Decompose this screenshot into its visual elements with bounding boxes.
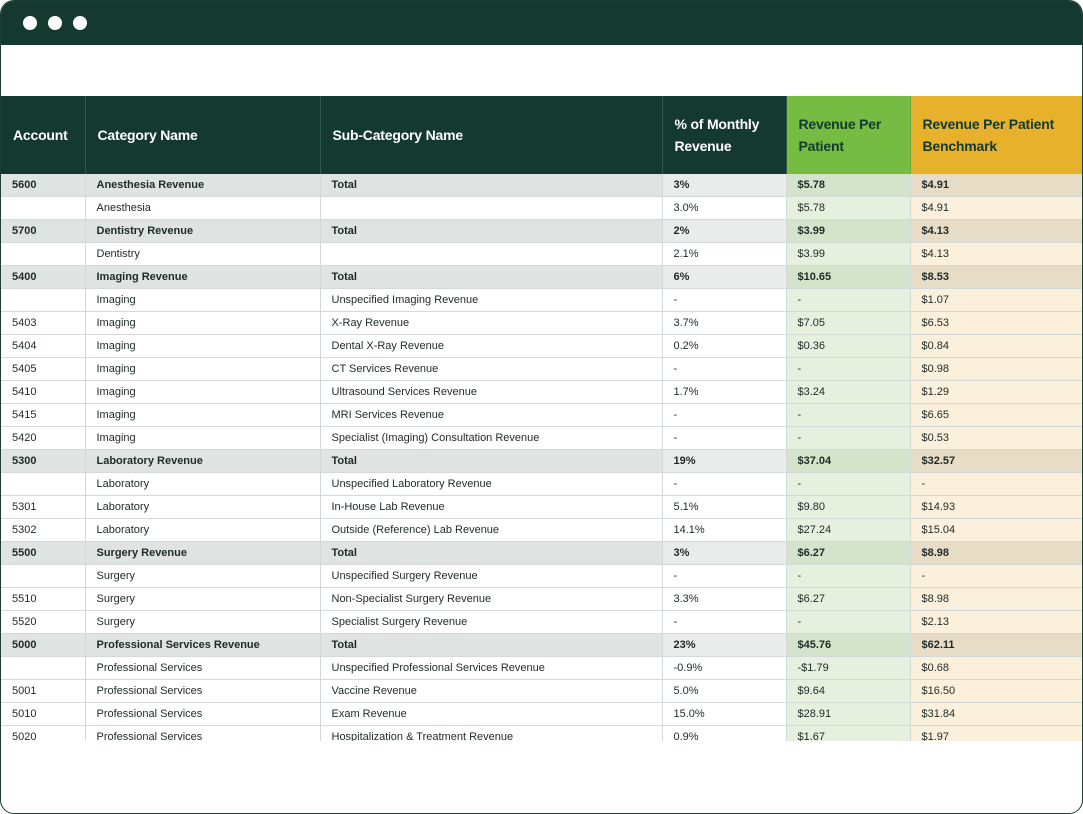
cell-pct-monthly-revenue: 1.7% <box>662 381 786 404</box>
cell-account <box>1 289 85 312</box>
header-revenue-benchmark[interactable]: Revenue Per Patient Benchmark <box>910 96 1083 174</box>
table-total-row[interactable] <box>1 174 1083 197</box>
cell-benchmark: $0.53 <box>910 427 1083 450</box>
cell-category: Imaging Revenue <box>85 266 320 289</box>
cell-sub-category: Total <box>320 634 662 657</box>
cell-account: 5301 <box>1 496 85 519</box>
table-row[interactable] <box>1 358 1083 381</box>
cell-benchmark: $6.65 <box>910 404 1083 427</box>
cell-account: 5510 <box>1 588 85 611</box>
table-row[interactable] <box>1 335 1083 358</box>
window-dot-icon[interactable] <box>23 16 37 30</box>
cell-pct-monthly-revenue: 6% <box>662 266 786 289</box>
cell-benchmark: $8.98 <box>910 588 1083 611</box>
cell-account: 5520 <box>1 611 85 634</box>
cell-pct-monthly-revenue: 14.1% <box>662 519 786 542</box>
cell-revenue-per-patient: $3.24 <box>786 381 910 404</box>
table-row[interactable] <box>1 519 1083 542</box>
cell-pct-monthly-revenue: 3% <box>662 174 786 197</box>
cell-category: Laboratory <box>85 473 320 496</box>
cell-benchmark: $6.53 <box>910 312 1083 335</box>
cell-sub-category: Unspecified Imaging Revenue <box>320 289 662 312</box>
table-row[interactable] <box>1 726 1083 742</box>
cell-revenue-per-patient: $28.91 <box>786 703 910 726</box>
cell-revenue-per-patient: -$1.79 <box>786 657 910 680</box>
cell-pct-monthly-revenue: 0.2% <box>662 335 786 358</box>
cell-sub-category: Hospitalization & Treatment Revenue <box>320 726 662 742</box>
cell-benchmark: $8.98 <box>910 542 1083 565</box>
cell-category: Imaging <box>85 381 320 404</box>
cell-category: Professional Services <box>85 680 320 703</box>
cell-benchmark: $1.29 <box>910 381 1083 404</box>
cell-revenue-per-patient: $9.64 <box>786 680 910 703</box>
table-row[interactable] <box>1 657 1083 680</box>
cell-revenue-per-patient: $5.78 <box>786 197 910 220</box>
cell-account <box>1 197 85 220</box>
cell-account <box>1 657 85 680</box>
table-row[interactable] <box>1 473 1083 496</box>
table-total-row[interactable] <box>1 220 1083 243</box>
cell-revenue-per-patient: - <box>786 427 910 450</box>
cell-sub-category: Unspecified Laboratory Revenue <box>320 473 662 496</box>
cell-pct-monthly-revenue: -0.9% <box>662 657 786 680</box>
table-row[interactable] <box>1 427 1083 450</box>
window-dot-icon[interactable] <box>73 16 87 30</box>
cell-category: Laboratory <box>85 519 320 542</box>
cell-account <box>1 565 85 588</box>
table-row[interactable] <box>1 289 1083 312</box>
cell-pct-monthly-revenue: - <box>662 289 786 312</box>
cell-account: 5410 <box>1 381 85 404</box>
header-revenue-per-patient[interactable]: Revenue Per Patient <box>786 96 910 174</box>
cell-benchmark: $8.53 <box>910 266 1083 289</box>
cell-benchmark: $16.50 <box>910 680 1083 703</box>
cell-benchmark: $1.07 <box>910 289 1083 312</box>
cell-pct-monthly-revenue: 3% <box>662 542 786 565</box>
table-row[interactable] <box>1 611 1083 634</box>
table-row[interactable] <box>1 197 1083 220</box>
cell-benchmark: $2.13 <box>910 611 1083 634</box>
cell-pct-monthly-revenue: 5.0% <box>662 680 786 703</box>
cell-benchmark: $32.57 <box>910 450 1083 473</box>
cell-revenue-per-patient: $6.27 <box>786 542 910 565</box>
cell-sub-category: X-Ray Revenue <box>320 312 662 335</box>
cell-pct-monthly-revenue: 3.7% <box>662 312 786 335</box>
cell-category: Laboratory <box>85 496 320 519</box>
cell-sub-category: Non-Specialist Surgery Revenue <box>320 588 662 611</box>
cell-category: Imaging <box>85 427 320 450</box>
header-pct-monthly-revenue[interactable]: % of Monthly Revenue <box>662 96 786 174</box>
cell-category: Surgery Revenue <box>85 542 320 565</box>
cell-account <box>1 243 85 266</box>
cell-category: Professional Services <box>85 657 320 680</box>
cell-account: 5300 <box>1 450 85 473</box>
table-row[interactable] <box>1 404 1083 427</box>
cell-pct-monthly-revenue: - <box>662 611 786 634</box>
cell-category: Surgery <box>85 565 320 588</box>
cell-account: 5000 <box>1 634 85 657</box>
cell-revenue-per-patient: $45.76 <box>786 634 910 657</box>
table-total-row[interactable] <box>1 450 1083 473</box>
cell-account: 5403 <box>1 312 85 335</box>
cell-revenue-per-patient: $1.67 <box>786 726 910 742</box>
cell-pct-monthly-revenue: 0.9% <box>662 726 786 742</box>
cell-category: Anesthesia <box>85 197 320 220</box>
cell-benchmark: $15.04 <box>910 519 1083 542</box>
cell-sub-category: Total <box>320 220 662 243</box>
cell-benchmark: $0.68 <box>910 657 1083 680</box>
cell-account: 5600 <box>1 174 85 197</box>
cell-account: 5415 <box>1 404 85 427</box>
table-row[interactable] <box>1 565 1083 588</box>
cell-sub-category: Total <box>320 450 662 473</box>
cell-category: Anesthesia Revenue <box>85 174 320 197</box>
table-row[interactable] <box>1 588 1083 611</box>
cell-benchmark: $0.84 <box>910 335 1083 358</box>
cell-revenue-per-patient: $27.24 <box>786 519 910 542</box>
table-row[interactable] <box>1 703 1083 726</box>
cell-revenue-per-patient: - <box>786 358 910 381</box>
table-row[interactable] <box>1 381 1083 404</box>
table-total-row[interactable] <box>1 542 1083 565</box>
cell-benchmark: $62.11 <box>910 634 1083 657</box>
table-row[interactable] <box>1 243 1083 266</box>
table-total-row[interactable] <box>1 634 1083 657</box>
cell-category: Professional Services <box>85 726 320 742</box>
cell-revenue-per-patient: $7.05 <box>786 312 910 335</box>
cell-pct-monthly-revenue: 15.0% <box>662 703 786 726</box>
cell-benchmark: $4.91 <box>910 197 1083 220</box>
cell-benchmark: $0.98 <box>910 358 1083 381</box>
cell-account: 5400 <box>1 266 85 289</box>
cell-sub-category <box>320 197 662 220</box>
cell-sub-category: MRI Services Revenue <box>320 404 662 427</box>
cell-category: Imaging <box>85 289 320 312</box>
cell-category: Laboratory Revenue <box>85 450 320 473</box>
cell-sub-category: Total <box>320 174 662 197</box>
cell-sub-category: Outside (Reference) Lab Revenue <box>320 519 662 542</box>
header-category-name[interactable]: Category Name <box>85 96 320 174</box>
cell-pct-monthly-revenue: - <box>662 473 786 496</box>
cell-revenue-per-patient: - <box>786 404 910 427</box>
cell-revenue-per-patient: $37.04 <box>786 450 910 473</box>
cell-revenue-per-patient: $5.78 <box>786 174 910 197</box>
cell-benchmark: $1.97 <box>910 726 1083 742</box>
cell-account: 5404 <box>1 335 85 358</box>
cell-benchmark: $31.84 <box>910 703 1083 726</box>
cell-category: Imaging <box>85 404 320 427</box>
cell-category: Dentistry <box>85 243 320 266</box>
cell-pct-monthly-revenue: - <box>662 427 786 450</box>
cell-pct-monthly-revenue: 2% <box>662 220 786 243</box>
cell-sub-category: Dental X-Ray Revenue <box>320 335 662 358</box>
cell-sub-category: Ultrasound Services Revenue <box>320 381 662 404</box>
cell-revenue-per-patient: - <box>786 565 910 588</box>
cell-category: Imaging <box>85 312 320 335</box>
cell-category: Surgery <box>85 588 320 611</box>
cell-sub-category: Specialist Surgery Revenue <box>320 611 662 634</box>
cell-account <box>1 473 85 496</box>
cell-pct-monthly-revenue: - <box>662 565 786 588</box>
cell-benchmark: - <box>910 473 1083 496</box>
cell-sub-category: Unspecified Professional Services Revenue <box>320 657 662 680</box>
table-row[interactable] <box>1 680 1083 703</box>
cell-pct-monthly-revenue: - <box>662 404 786 427</box>
cell-account: 5700 <box>1 220 85 243</box>
cell-sub-category: Unspecified Surgery Revenue <box>320 565 662 588</box>
cell-revenue-per-patient: $3.99 <box>786 220 910 243</box>
window-dot-icon[interactable] <box>48 16 62 30</box>
cell-account: 5010 <box>1 703 85 726</box>
header-sub-category-name[interactable]: Sub-Category Name <box>320 96 662 174</box>
cell-revenue-per-patient: $6.27 <box>786 588 910 611</box>
cell-benchmark: - <box>910 565 1083 588</box>
table-body <box>1 174 1083 741</box>
header-account[interactable]: Account <box>1 96 85 174</box>
cell-benchmark: $14.93 <box>910 496 1083 519</box>
table-header-row <box>1 96 1083 174</box>
cell-sub-category <box>320 243 662 266</box>
cell-category: Imaging <box>85 358 320 381</box>
cell-benchmark: $4.13 <box>910 220 1083 243</box>
cell-revenue-per-patient: $9.80 <box>786 496 910 519</box>
cell-revenue-per-patient: - <box>786 289 910 312</box>
cell-account: 5001 <box>1 680 85 703</box>
cell-sub-category: Total <box>320 542 662 565</box>
cell-category: Dentistry Revenue <box>85 220 320 243</box>
table-total-row[interactable] <box>1 266 1083 289</box>
cell-benchmark: $4.13 <box>910 243 1083 266</box>
cell-account: 5500 <box>1 542 85 565</box>
cell-benchmark: $4.91 <box>910 174 1083 197</box>
cell-sub-category: In-House Lab Revenue <box>320 496 662 519</box>
cell-pct-monthly-revenue: 5.1% <box>662 496 786 519</box>
cell-category: Professional Services Revenue <box>85 634 320 657</box>
cell-category: Imaging <box>85 335 320 358</box>
cell-revenue-per-patient: $3.99 <box>786 243 910 266</box>
cell-revenue-per-patient: $10.65 <box>786 266 910 289</box>
revenue-table <box>1 96 1083 741</box>
cell-account: 5405 <box>1 358 85 381</box>
cell-account: 5020 <box>1 726 85 742</box>
table-row[interactable] <box>1 496 1083 519</box>
cell-pct-monthly-revenue: 2.1% <box>662 243 786 266</box>
window-titlebar <box>1 1 1082 45</box>
cell-category: Professional Services <box>85 703 320 726</box>
revenue-table-container[interactable] <box>1 96 1083 741</box>
cell-revenue-per-patient: $0.36 <box>786 335 910 358</box>
cell-pct-monthly-revenue: 3.3% <box>662 588 786 611</box>
cell-category: Surgery <box>85 611 320 634</box>
cell-pct-monthly-revenue: 23% <box>662 634 786 657</box>
cell-sub-category: Exam Revenue <box>320 703 662 726</box>
cell-revenue-per-patient: - <box>786 473 910 496</box>
table-row[interactable] <box>1 312 1083 335</box>
cell-sub-category: Total <box>320 266 662 289</box>
cell-pct-monthly-revenue: 3.0% <box>662 197 786 220</box>
cell-sub-category: Specialist (Imaging) Consultation Revenue <box>320 427 662 450</box>
cell-pct-monthly-revenue: 19% <box>662 450 786 473</box>
cell-revenue-per-patient: - <box>786 611 910 634</box>
cell-account: 5420 <box>1 427 85 450</box>
cell-sub-category: CT Services Revenue <box>320 358 662 381</box>
cell-pct-monthly-revenue: - <box>662 358 786 381</box>
cell-account: 5302 <box>1 519 85 542</box>
cell-sub-category: Vaccine Revenue <box>320 680 662 703</box>
